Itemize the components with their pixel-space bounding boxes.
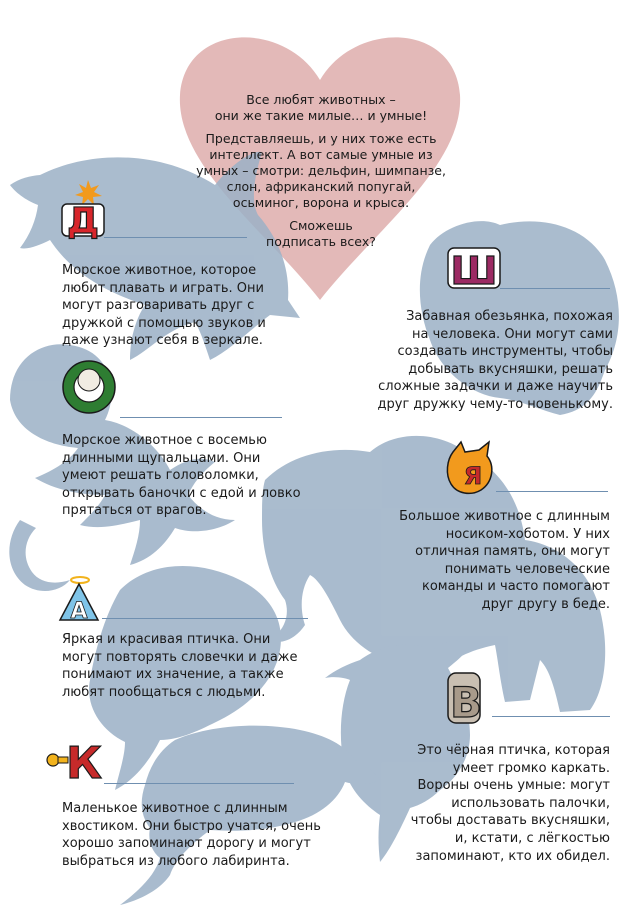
clue-line: дружкой с помощью звуков и bbox=[62, 315, 266, 331]
clue-line: Морское животное с восемью bbox=[62, 433, 267, 448]
clue-line: носиком-хоботом. У них bbox=[445, 526, 610, 542]
clue-line: Вороны очень умные: могут bbox=[417, 778, 610, 794]
answer-line-crow[interactable] bbox=[492, 716, 610, 717]
clue-rat bbox=[62, 800, 321, 870]
key-icon bbox=[47, 754, 59, 766]
clue-line: понимать человеческие bbox=[444, 561, 610, 577]
letter-a-illustration bbox=[56, 574, 102, 622]
clue-line: хорошо запоминают дорогу и могут bbox=[62, 836, 311, 852]
clue-line: использовать палочки, bbox=[451, 795, 610, 811]
clue-line: хвостиком. Они быстро учатся, очень bbox=[62, 818, 321, 834]
clue-line: открывать баночки с едой и ловко bbox=[62, 485, 301, 501]
intro-line: Сможешь bbox=[289, 218, 353, 233]
intro-line: Все любят животных – bbox=[246, 92, 396, 107]
letter-o-illustration bbox=[60, 358, 118, 416]
clue-line: на человека. Они могут сами bbox=[412, 326, 613, 342]
letter-ya: Я bbox=[463, 462, 483, 490]
letter-k: К bbox=[66, 738, 102, 789]
clue-line: добывать вкусняшки, решать bbox=[408, 361, 613, 377]
clue-dolphin bbox=[62, 262, 266, 350]
cauliflower-icon bbox=[78, 369, 100, 391]
clue-elephant bbox=[399, 508, 610, 614]
clue-chimp bbox=[378, 308, 613, 414]
clue-line: создавать инструменты, чтобы bbox=[397, 344, 613, 360]
intro-line: они же такие милые… и умные! bbox=[214, 108, 428, 123]
intro-line: подписать всех? bbox=[266, 234, 376, 249]
letter-d-illustration bbox=[58, 178, 108, 240]
clue-line: прятаться от врагов. bbox=[62, 503, 207, 519]
clue-line: выбраться из любого лабиринта. bbox=[62, 853, 290, 869]
clue-line: Яркая и красивая птичка. Они bbox=[62, 632, 271, 647]
clue-crow bbox=[411, 742, 610, 865]
clue-line: отличная память, они могут bbox=[415, 544, 610, 560]
clue-line: и, кстати, с лёгкостью bbox=[454, 830, 610, 846]
clue-line: запоминают, кто их обидел. bbox=[415, 848, 610, 864]
clue-line: любят пообщаться с людьми. bbox=[62, 684, 266, 700]
clue-line: даже узнают себя в зеркале. bbox=[62, 333, 263, 349]
halo-icon bbox=[71, 577, 89, 583]
intro-line: интеллект. А вот самые умные из bbox=[209, 147, 433, 162]
answer-line-octopus[interactable] bbox=[120, 417, 282, 418]
clue-line: Это чёрная птичка, которая bbox=[417, 743, 610, 758]
clue-octopus bbox=[62, 432, 301, 520]
clue-line: Большое животное с длинным bbox=[399, 509, 610, 524]
letter-d: Д bbox=[66, 201, 100, 242]
clue-line: любит плавать и играть. Они bbox=[62, 280, 264, 296]
letter-v-illustration bbox=[440, 667, 492, 727]
clue-line: друг дружку чему-то новенькому. bbox=[377, 396, 613, 412]
answer-line-elephant[interactable] bbox=[496, 491, 608, 492]
clue-line: умеют решать головоломки, bbox=[62, 468, 259, 484]
answer-line-rat[interactable] bbox=[104, 783, 294, 784]
letter-sh-illustration bbox=[446, 244, 502, 292]
clue-line: Маленькое животное с длинным bbox=[62, 801, 288, 816]
intro-paragraph-3 bbox=[196, 218, 446, 250]
clue-line: понимают их значение, а также bbox=[62, 667, 284, 683]
clue-line: могут повторять словечки и даже bbox=[62, 649, 298, 665]
clue-line: чтобы доставать вкусняшки, bbox=[410, 813, 610, 829]
intro-line: осьминог, ворона и крыса. bbox=[232, 195, 410, 210]
clue-line: команды и часто помогают bbox=[421, 579, 610, 595]
intro-paragraph-1 bbox=[196, 92, 446, 124]
intro-text bbox=[196, 92, 446, 257]
letter-sh: Ш bbox=[450, 249, 498, 293]
intro-line: умных – смотри: дельфин, шимпанзе, bbox=[196, 163, 446, 178]
intro-line: слон, африканский попугай, bbox=[226, 179, 416, 194]
answer-line-parrot[interactable] bbox=[102, 618, 308, 619]
clue-line: сложные задачки и даже научить bbox=[378, 379, 613, 395]
answer-line-chimp[interactable] bbox=[500, 288, 610, 289]
letter-ya-illustration bbox=[445, 440, 497, 498]
intro-line: Представляешь, и у них тоже есть bbox=[205, 131, 437, 146]
clue-line: друг другу в беде. bbox=[481, 596, 610, 612]
clue-line: Морское животное, которое bbox=[62, 263, 257, 278]
answer-line-dolphin[interactable] bbox=[104, 237, 247, 238]
clue-line: Забавная обезьянка, похожая bbox=[406, 309, 613, 324]
clue-parrot bbox=[62, 631, 298, 701]
letter-k-illustration bbox=[44, 734, 102, 789]
clue-line: могут разговаривать друг с bbox=[62, 298, 255, 314]
clue-line: длинными щупальцами. Они bbox=[62, 450, 261, 466]
clue-line: умеет громко каркать. bbox=[452, 760, 610, 776]
intro-paragraph-2 bbox=[196, 131, 446, 211]
letter-a: А bbox=[70, 599, 88, 624]
letter-v: В bbox=[449, 678, 483, 727]
